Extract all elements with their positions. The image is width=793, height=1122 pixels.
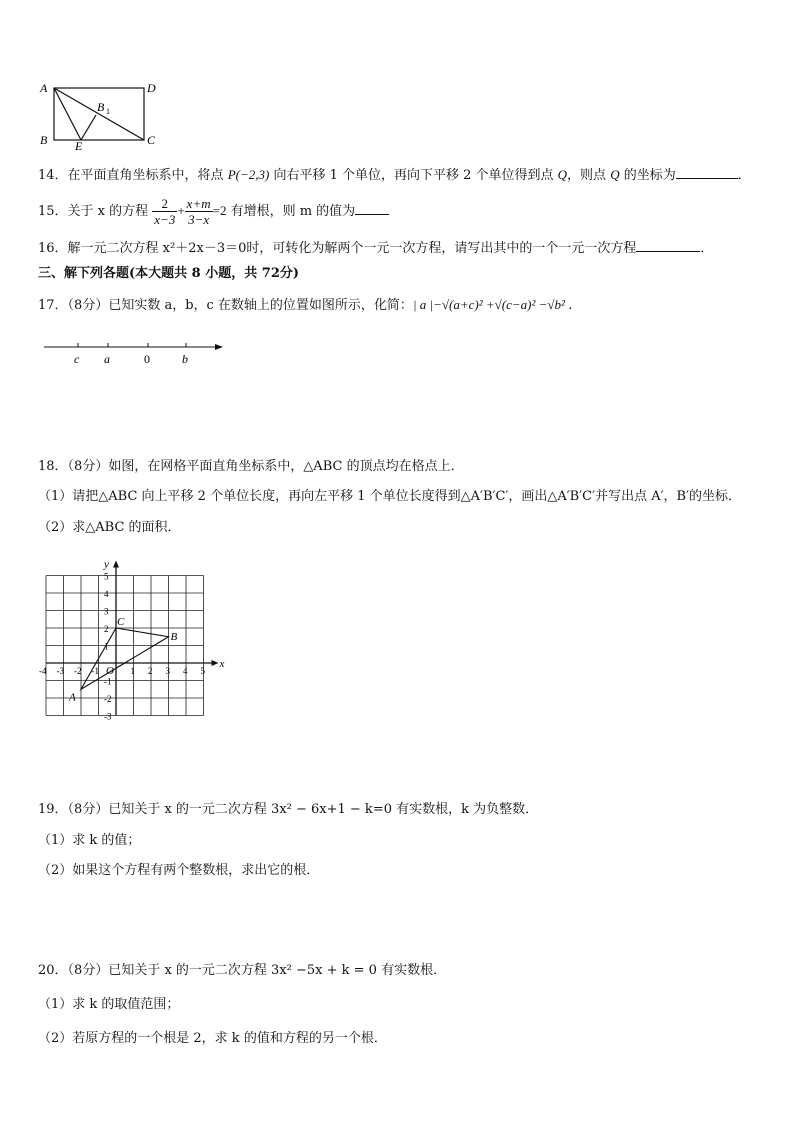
- label-c: C: [147, 133, 156, 147]
- q14-end: ．: [737, 168, 751, 183]
- q15-answer-blank[interactable]: [355, 202, 389, 215]
- question-18-part2: （2）求△ABC 的面积．: [38, 520, 181, 535]
- y-tick-label: 2: [104, 624, 109, 634]
- vertex-label-a: A: [69, 691, 76, 704]
- question-19-part2: （2）如果这个方程有两个整数根，求出它的根．: [38, 863, 320, 878]
- label-a: a: [104, 352, 110, 366]
- q14-middle2: ，则点: [567, 168, 611, 183]
- x-axis-label: x: [219, 658, 225, 670]
- q14-point-q2: Q: [610, 167, 620, 182]
- section-3-title: 三、解下列各题(本大题共 8 小题，共 72分): [38, 266, 300, 281]
- label-b1: B: [97, 100, 105, 114]
- question-15: [38, 193, 389, 229]
- label-b1-sub: 1: [106, 107, 110, 116]
- x-tick-label: 2: [148, 666, 153, 676]
- y-tick-label: -1: [104, 676, 112, 687]
- q15-fraction-1: $\frac{2}{x-3}$: [154, 196, 176, 227]
- x-tick-label: -3: [56, 666, 64, 676]
- q17-text: 17．（8分）已知实数 a，b，c 在数轴上的位置如图所示，化简：: [38, 298, 413, 313]
- triangle-abc: [81, 628, 169, 689]
- q14-middle: 向右平移 1 个单位，再向下平移 2 个单位得到点: [269, 168, 558, 183]
- x-tick-label: 5: [200, 666, 205, 676]
- number-line-arrow: [215, 344, 223, 350]
- question-19-part1: （1）求 k 的值；: [38, 833, 141, 848]
- q14-prefix: 14．在平面直角坐标系中，将点: [38, 168, 228, 183]
- q15-suffix: 有增根，则 m 的值为: [226, 204, 356, 219]
- q17-expression: | a |−√(a+c)² +√(c−a)² −√b² ．: [412, 297, 582, 312]
- label-c: c: [74, 352, 80, 366]
- label-d: D: [147, 81, 156, 95]
- x-tick-label: -2: [74, 666, 82, 676]
- q16-answer-blank[interactable]: [636, 239, 700, 252]
- question-18-stem: 18．（8分）如图，在网格平面直角坐标系中，△ABC 的顶点均在格点上．: [38, 459, 464, 474]
- number-line: [40, 336, 230, 368]
- y-tick-label: -2: [104, 694, 112, 704]
- question-14: [38, 166, 751, 185]
- y-tick-label: -3: [104, 711, 112, 722]
- x-axis-arrow: [212, 660, 219, 666]
- y-tick-label: 3: [104, 606, 109, 617]
- y-axis-arrow: [113, 561, 119, 568]
- coordinate-grid: [36, 550, 226, 722]
- vertex-label-b: B: [170, 630, 178, 643]
- q14-point: P(−2,3): [227, 167, 270, 182]
- x-tick-label: O: [106, 665, 114, 677]
- x-tick-label: -4: [39, 666, 47, 676]
- q15-plus: +: [177, 203, 185, 218]
- vertex-label-c: C: [117, 616, 125, 628]
- q16-text: 16．解一元二次方程 x²＋2x－3＝0时，可转化为解两个一元一次方程，请写出其中的一个一元一次方程: [38, 241, 637, 256]
- q16-end: ．: [700, 241, 714, 256]
- y-axis-label: y: [104, 558, 109, 571]
- label-zero: 0: [144, 352, 150, 366]
- y-tick-label: 5: [104, 571, 109, 582]
- question-20-part2: （2）若原方程的一个根是 2，求 k 的值和方程的另一个根．: [38, 1031, 387, 1046]
- fold-eb1: [81, 115, 96, 140]
- label-b: b: [182, 352, 188, 366]
- question-17: [38, 296, 581, 315]
- label-e: E: [75, 139, 83, 153]
- q15-equals: =2: [212, 203, 227, 218]
- y-tick-label: 4: [104, 589, 109, 599]
- label-a: A: [40, 81, 48, 95]
- x-tick-label: -1: [91, 666, 99, 676]
- question-20-stem: 20．（8分）已知关于 x 的一元二次方程 3x² −5x + k = 0 有实数根．: [38, 963, 447, 978]
- question-19-stem: 19．（8分）已知关于 x 的一元二次方程 3x² − 6x+1 − k=0 有实数根，k 为负整数．: [38, 802, 539, 817]
- q14-suffix: 的坐标为: [619, 168, 676, 183]
- label-b: B: [40, 133, 48, 147]
- x-tick-label: 4: [183, 666, 188, 676]
- question-16: [38, 239, 713, 258]
- rectangle-figure: [36, 78, 166, 153]
- x-tick-label: 1: [130, 666, 135, 676]
- q15-fraction-2: $\frac{x+m}{3-x}$: [186, 196, 211, 227]
- q15-prefix: 15．关于 x 的方程: [38, 204, 153, 219]
- question-20-part1: （1）求 k 的取值范围；: [38, 997, 180, 1012]
- question-18-part1: （1）请把△ABC 向上平移 2 个单位长度，再向左平移 1 个单位长度得到△A′B′C′，画出△A′B′C′并写出点 A′，B′的坐标．: [38, 489, 742, 504]
- q14-answer-blank[interactable]: [676, 166, 738, 179]
- q14-point-q: Q: [557, 167, 568, 182]
- x-tick-label: 3: [165, 666, 170, 676]
- y-tick-label: 1: [104, 641, 109, 652]
